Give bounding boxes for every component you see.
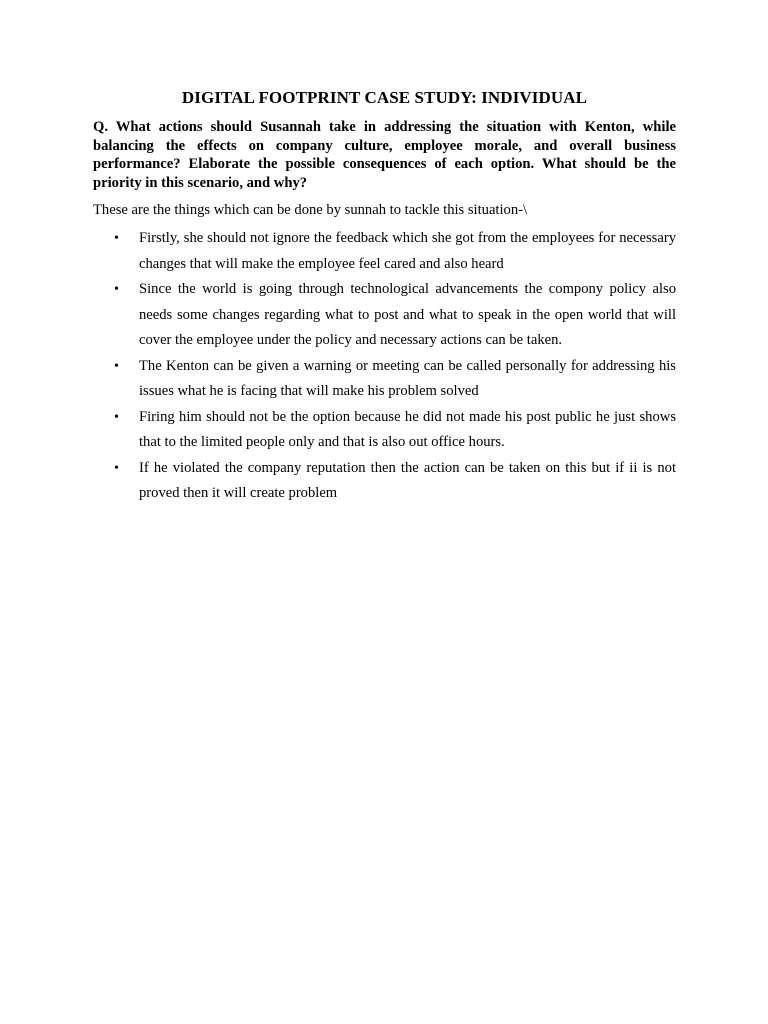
list-item (93, 456, 676, 507)
list-item-text: The Kenton can be given a warning or meeting can be called personally for addressing his issues what he is facing that will make his problem solved (139, 357, 676, 399)
list-item-text: Firing him should not be the option because he did not made his post public he just shows that to the limited people only and that is also out office hours. (139, 408, 676, 450)
list-item (93, 405, 676, 456)
question-text: Q. What actions should Susannah take in addressing the situation with Kenton, while balancing the effects on company culture, employee morale, and overall business performance? Elaborate the possible consequences of each option. What should be the priority in this scenario, and why? (93, 119, 676, 191)
bullet-icon: • (114, 460, 119, 476)
bullet-icon: • (114, 282, 119, 297)
bullet-icon: • (114, 231, 119, 246)
bullet-list (93, 226, 676, 507)
list-item-text: Firstly, she should not ignore the feedback which she got from the employees for necessary changes that will make the employee feel cared and also heard (139, 230, 676, 272)
list-item-text: Since the world is going through technological advancements the compony policy also needs some changes regarding what to post and what to speak in the open world that will cover the employee under the policy and necessary actions can be taken. (139, 281, 676, 348)
bullet-icon: • (114, 358, 119, 374)
list-item-text: If he violated the company reputation then the action can be taken on this but if ii is not proved then it will create problem (139, 459, 676, 501)
bullet-icon: • (114, 409, 119, 425)
list-item (93, 226, 676, 277)
list-item (93, 354, 676, 405)
document-title: DIGITAL FOOTPRINT CASE STUDY: INDIVIDUAL (181, 88, 588, 107)
intro-text: These are the things which can be done by sunnah to tackle this situation-\ (93, 202, 528, 218)
document-page (93, 86, 676, 507)
list-item (93, 277, 676, 354)
